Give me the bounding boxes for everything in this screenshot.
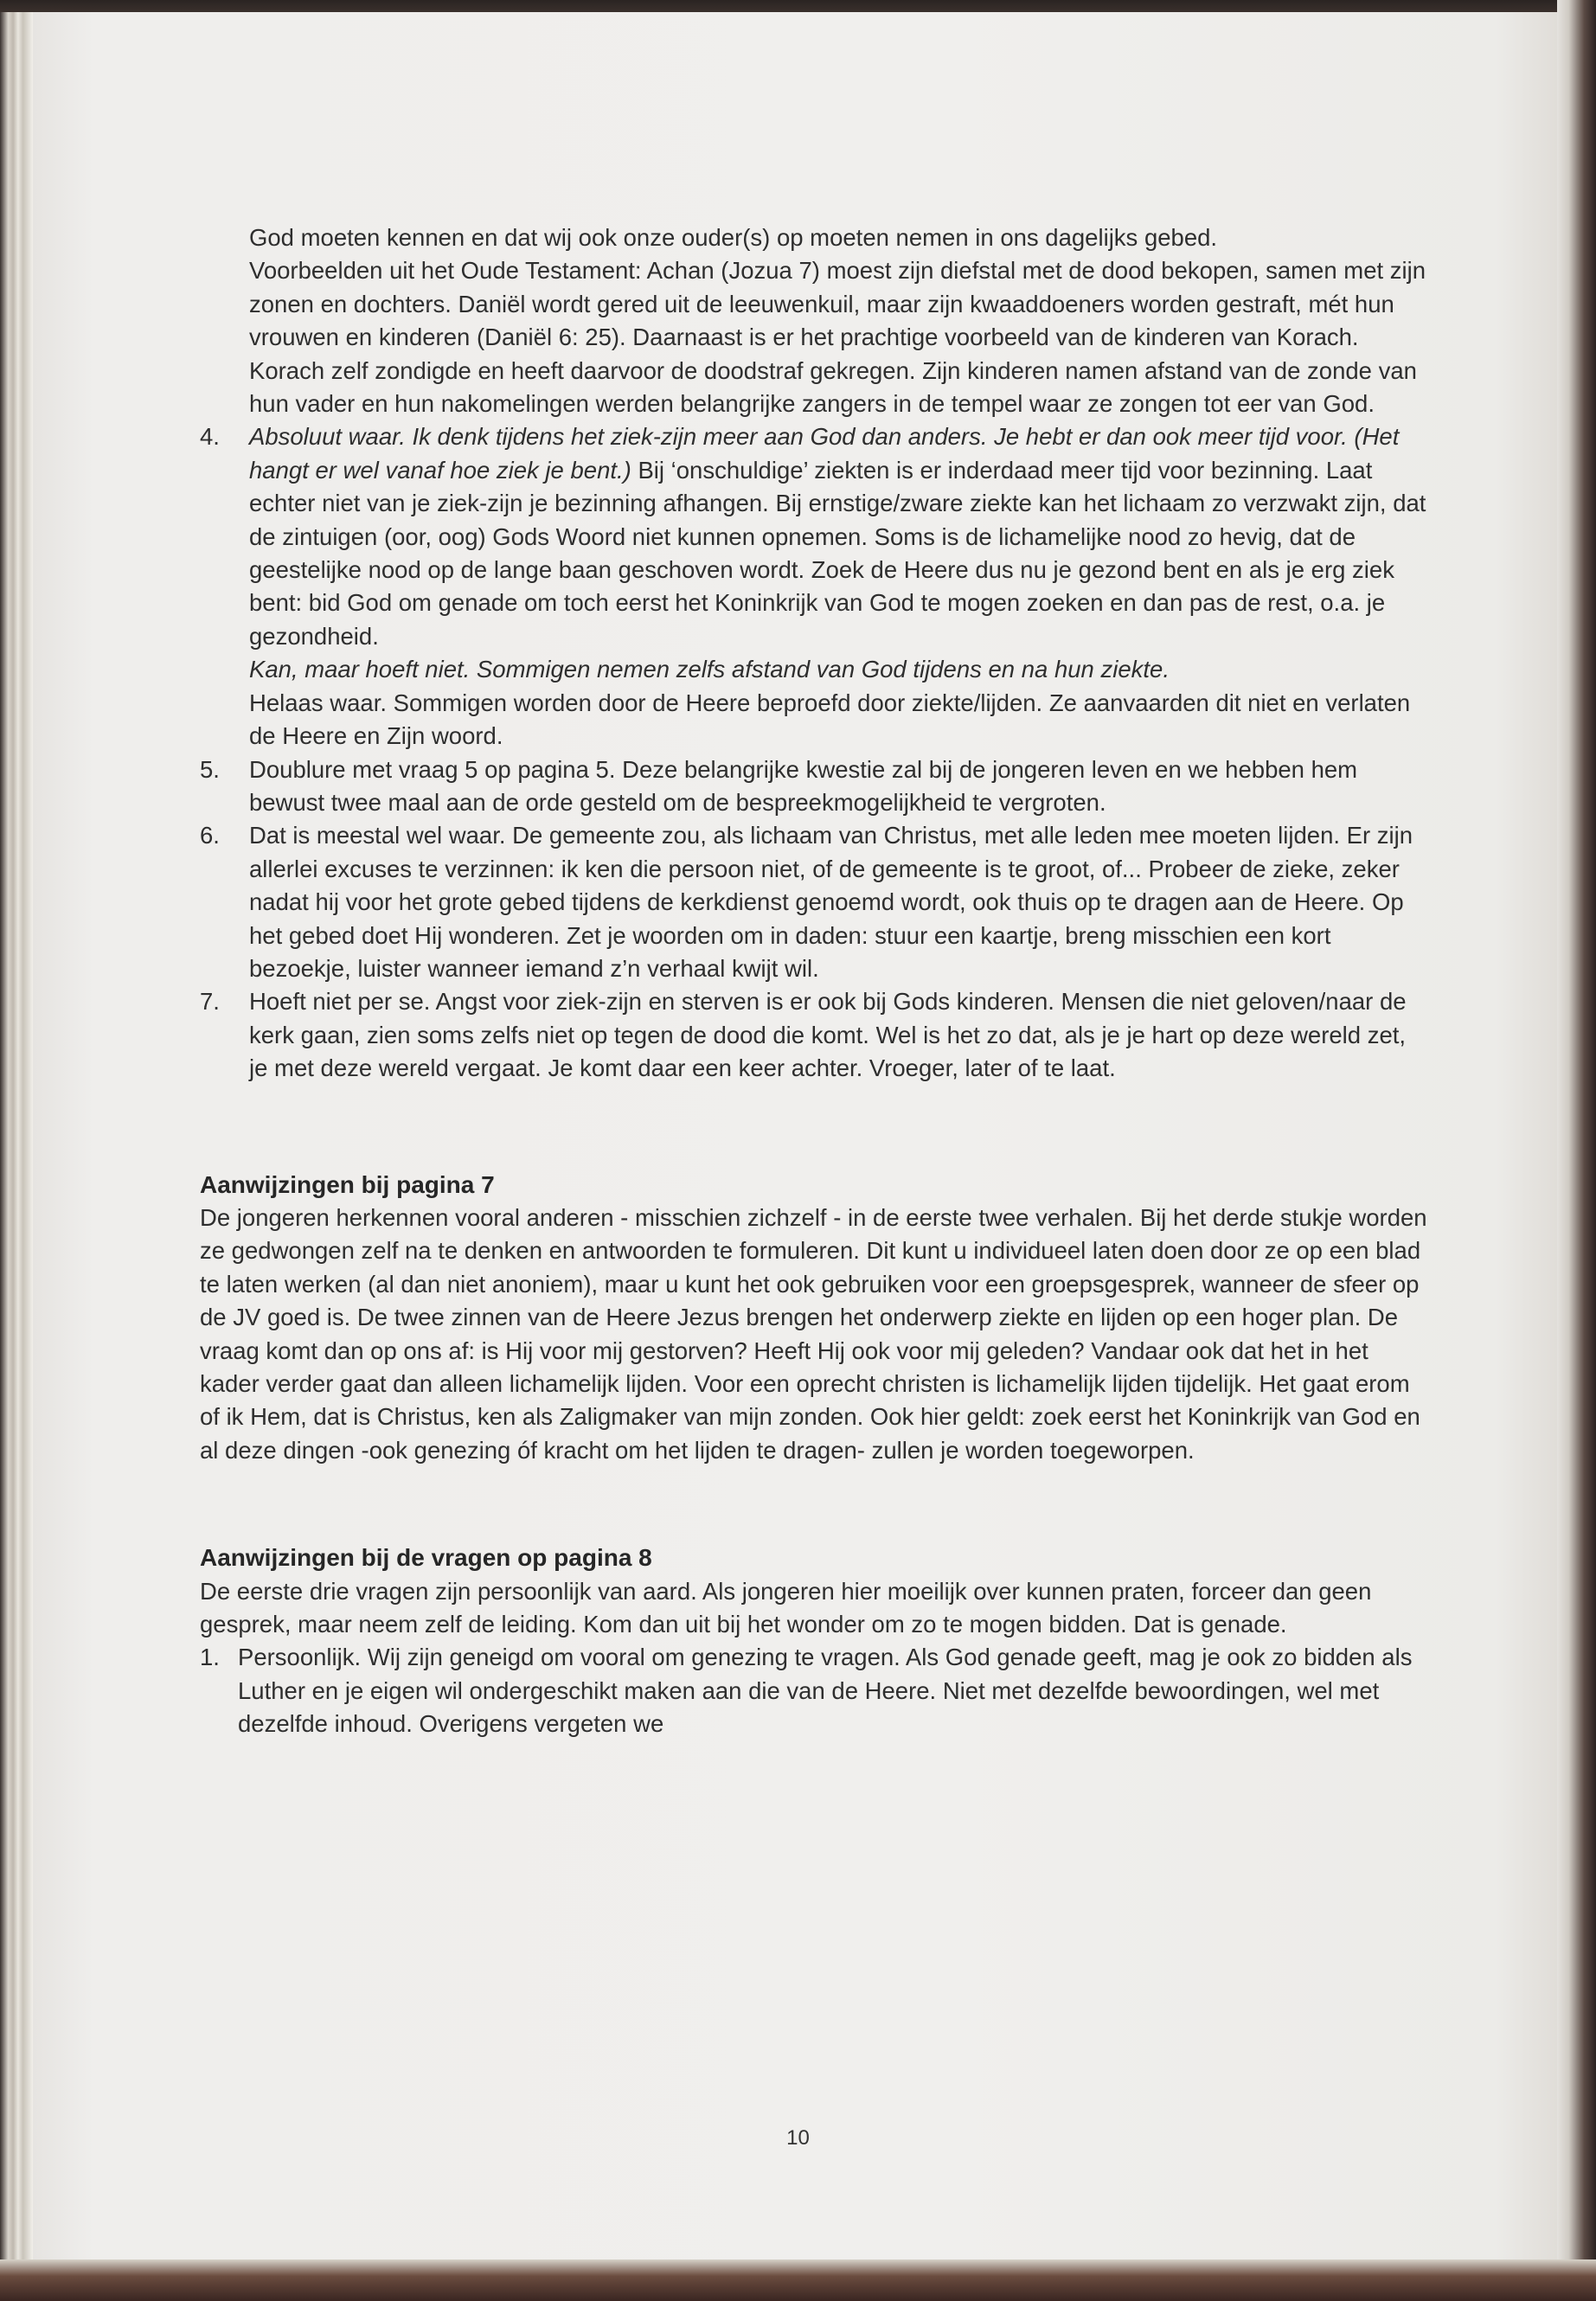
- question-item-1: [200, 1641, 1428, 1740]
- item-4-explanation: Bij ‘onschuldige’ ziekten is er inderdaad meer tijd voor bezinning. Laat echter niet van je ziek-zijn je bezinning afhangen. Bij ernstige/zware ziekte kan het lichaam zo verzwakt zijn, dat de zintuigen (oor, oog) Gods Woord niet kunnen opnemen. Soms is de lichamelijke nood zo hevig, dat de geestelijke nood op de lange baan geschoven wordt. Zoek de Heere dus nu je gezond bent en als je erg ziek bent: bid God om genade om toch eerst het Koninkrijk van God te mogen zoeken en dan pas de rest, o.a. je gezondheid.: [249, 456, 1426, 650]
- item-number: 5.: [200, 755, 220, 783]
- item-number: 1.: [200, 1644, 220, 1671]
- answer-item-4: [200, 420, 1428, 753]
- answer-item-5: [200, 753, 1428, 820]
- bottom-edge: [0, 2259, 1596, 2301]
- item-4-paragraph-1: [249, 420, 1428, 653]
- item-5-text: Doublure met vraag 5 op pagina 5. Deze belangrijke kwestie zal bij de jongeren leven en we hebben hem bewust twee maal aan de orde gesteld om de bespreekmogelijkheid te vergroten.: [249, 755, 1358, 816]
- section-heading-page-7: Aanwijzingen bij pagina 7: [200, 1170, 495, 1198]
- item-6-text: Dat is meestal wel waar. De gemeente zou, als lichaam van Christus, met alle leden mee moeten lijden. Er zijn allerlei excuses te verzinnen: ik ken die persoon niet, of de gemeente is te groot, of... Probeer de zieke, zeker nadat hij voor het grote gebed tijdens de kerkdienst genoemd wordt, ook thuis op te dragen aan de Heere. Op het gebed doet Hij wonderen. Zet je woorden om in daden: stuur een kaartje, breng misschien een kort bezoekje, luister wanneer iemand z’n verhaal kwijt wil.: [249, 822, 1413, 982]
- item-4-paragraph-2: [249, 653, 1428, 686]
- item-7-text: Hoeft niet per se. Angst voor ziek-zijn en sterven is er ook bij Gods kinderen. Mensen die niet geloven/naar de kerk gaan, zien soms zelfs niet op tegen de dood die komt. Wel is het zo dat, als je je hart op deze wereld zet, je met deze wereld vergaat. Je komt daar een keer achter. Vroeger, later of te laat.: [249, 988, 1407, 1082]
- item-number: 6.: [200, 822, 220, 849]
- item-4-paragraph-3: Helaas waar. Sommigen worden door de Heere beproefd door ziekte/lijden. Ze aanvaarden dit niet en verlaten de Heere en Zijn woord.: [249, 689, 1411, 750]
- section-heading-page-8: Aanwijzingen bij de vragen op pagina 8: [200, 1544, 652, 1572]
- section-page-8-body: De eerste drie vragen zijn persoonlijk van aard. Als jongeren hier moeilijk over kunnen praten, forceer dan geen gesprek, maar neem zelf de leiding. Kom dan uit bij het wonder om zo te mogen bidden. Dat is genade.: [200, 1577, 1372, 1638]
- item-4-statement-b: Kan, maar hoeft niet. Sommigen nemen zelfs afstand van God tijdens en na hun ziekte.: [249, 656, 1170, 683]
- question-item-1-text: Persoonlijk. Wij zijn geneigd om vooral om genezing te vragen. Als God genade geeft, mag je ook zo bidden als Luther en je eigen wil ondergeschikt maken aan die van de Heere. Niet met dezelfde bewoordingen, wel met dezelfde inhoud. Overigens vergeten we: [238, 1644, 1413, 1738]
- answer-item-7: [200, 985, 1428, 1085]
- top-edge: [0, 0, 1596, 12]
- page-number: 10: [786, 2126, 810, 2150]
- book-binding-edge: [0, 0, 33, 2301]
- section-page-7-body: De jongeren herkennen vooral anderen - misschien zichzelf - in de eerste twee verhalen. Bij het derde stukje worden ze gedwongen zelf na te denken en antwoorden te formuleren. Dit kunt u individueel laten doen door ze op een blad te laten werken (al dan niet anoniem), maar u kunt het ook gebruiken voor een groepsgesprek, wanneer de sfeer op de JV goed is. De twee zinnen van de Heere Jezus brengen het onderwerp ziekte en lijden op een hoger plan. De vraag komt dan op ons af: is Hij voor mij gestorven? Heeft Hij ook voor mij geleden? Vandaar ook dat het in het kader verder gaat dan alleen lichamelijk lijden. Voor een oprecht christen is lichamelijk lijden tijdelijk. Het gaat erom of ik Hem, dat is Christus, ken als Zaligmaker van mijn zonden. Ook hier geldt: zoek eerst het Koninkrijk van God en al deze dingen -ook genezing óf kracht om het lijden te dragen- zullen je worden toegeworpen.: [200, 1203, 1427, 1464]
- page-content: [200, 221, 1428, 1741]
- right-page-edge: [1557, 0, 1596, 2301]
- answer-item-6: [200, 819, 1428, 985]
- item-number: 4.: [200, 423, 220, 451]
- item-4-statement: Absoluut waar. Ik denk tijdens het ziek-zijn meer aan God dan anders. Je hebt er dan ook meer tijd voor. (Het hangt er wel vanaf hoe ziek je bent.): [249, 423, 1400, 484]
- intro-paragraph-1: God moeten kennen en dat wij ook onze ouder(s) op moeten nemen in ons dagelijks gebed.: [249, 224, 1218, 251]
- intro-paragraph-2: Voorbeelden uit het Oude Testament: Achan (Jozua 7) moest zijn diefstal met de dood bekopen, samen met zijn zonen en dochters. Daniël wordt gered uit de leeuwenkuil, maar zijn kwaaddoeners worden gestraft, mét hun vrouwen en kinderen (Daniël 6: 25). Daarnaast is er het prachtige voorbeeld van de kinderen van Korach. Korach zelf zondigde en heeft daarvoor de doodstraf gekregen. Zijn kinderen namen afstand van de zonde van hun vader en hun nakomelingen werden belangrijke zangers in de tempel waar ze zongen tot eer van God.: [249, 257, 1426, 418]
- item-number: 7.: [200, 988, 220, 1016]
